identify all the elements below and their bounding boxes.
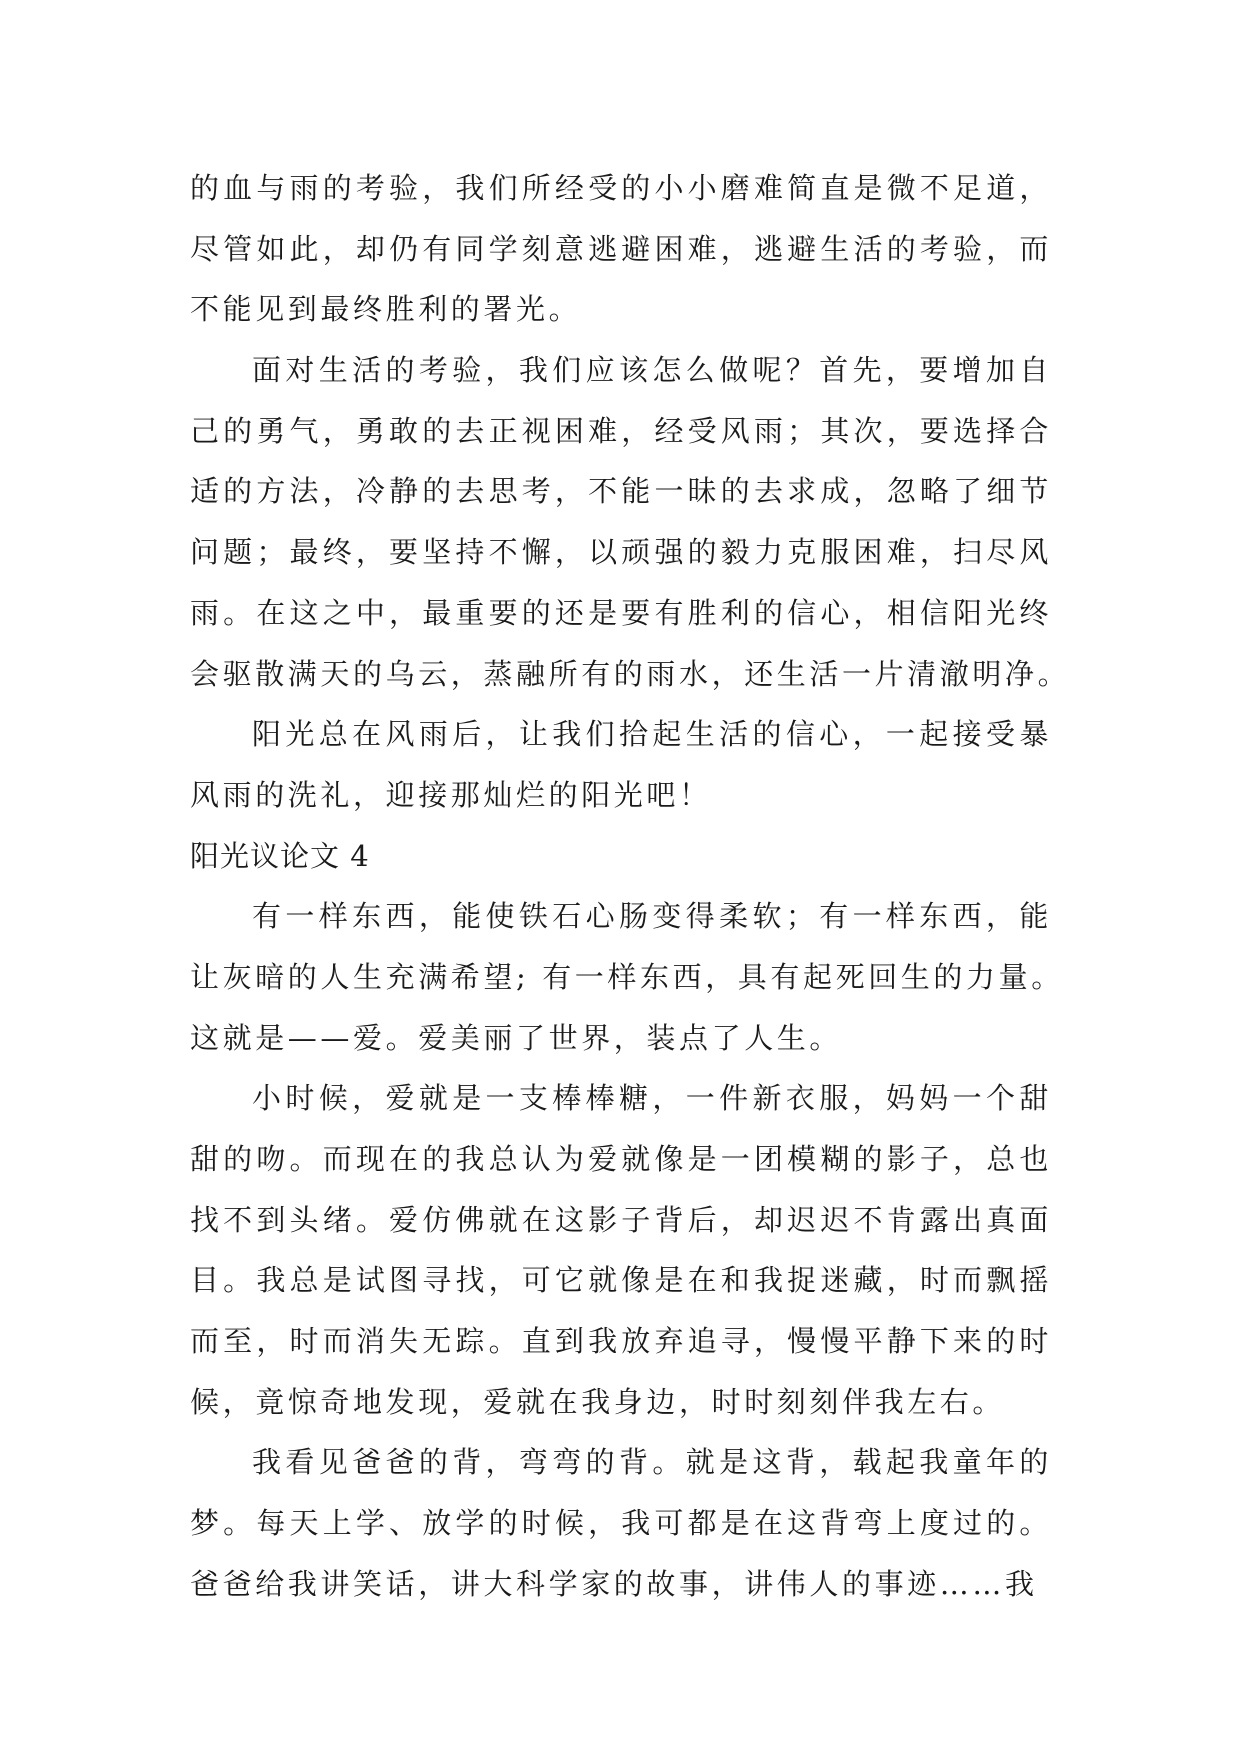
paragraph [190,340,1071,704]
text-line: 有一样东西，能使铁石心肠变得柔软；有一样东西，能 [252,899,1052,934]
text-line: 小时候，爱就是一支棒棒糖，一件新衣服，妈妈一个甜 [252,1081,1052,1116]
text-line: 的血与雨的考验，我们所经受的小小磨难简直是微不足道， [190,171,1052,205]
document-body [190,158,1071,1615]
text-line: 不能见到最终胜利的署光。 [190,292,582,327]
text-line: 雨。在这之中，最重要的还是要有胜利的信心，相信阳光终 [190,595,1052,630]
text-line: 尽管如此，却仍有同学刻意逃避困难，逃避生活的考验，而 [190,231,1052,266]
section-heading [190,826,1052,887]
text-line: 我看见爸爸的背，弯弯的背。就是这背，载起我童年的 [252,1445,1052,1480]
text-line: 梦。每天上学、放学的时候，我可都是在这背弯上度过的。 [190,1506,1052,1541]
paragraph [190,1068,1052,1432]
text-line: 适的方法，冷静的去思考，不能一昧的去求成，忽略了细节 [190,474,1052,509]
text-line: 这就是——爱。爱美丽了世界，装点了人生。 [190,1020,843,1055]
paragraph [190,1432,1052,1614]
text-line: 己的勇气，勇敢的去正视困难，经受风雨；其次，要选择合 [190,413,1052,448]
heading-text: 阳光议论文 4 [190,838,370,873]
paragraph [190,704,1052,825]
text-line: 阳光总在风雨后，让我们拾起生活的信心，一起接受暴 [252,717,1052,752]
text-line: 面对生活的考验，我们应该怎么做呢？首先，要增加自 [252,353,1052,388]
text-line: 找不到头绪。爱仿佛就在这影子背后，却迟迟不肯露出真面 [190,1202,1052,1237]
text-line: 候，竟惊奇地发现，爱就在我身边，时时刻刻伴我左右。 [190,1384,1006,1419]
text-line: 而至，时而消失无踪。直到我放弃追寻，慢慢平静下来的时 [190,1324,1052,1359]
text-line: 风雨的洗礼，迎接那灿烂的阳光吧！ [190,777,712,812]
text-line: 爸爸给我讲笑话，讲大科学家的故事，讲伟人的事迹……我 [190,1566,1038,1601]
text-line: 让灰暗的人生充满希望; 有一样东西，具有起死回生的力量。 [190,959,1064,994]
paragraph [190,158,1052,340]
text-line: 会驱散满天的乌云，蒸融所有的雨水，还生活一片清澈明净。 [190,656,1071,691]
paragraph [190,886,1064,1068]
text-line: 甜的吻。而现在的我总认为爱就像是一团模糊的影子，总也 [190,1142,1052,1176]
text-line: 目。我总是试图寻找，可它就像是在和我捉迷藏，时而飘摇 [190,1263,1052,1298]
text-line: 问题；最终，要坚持不懈，以顽强的毅力克服困难，扫尽风 [190,535,1052,570]
